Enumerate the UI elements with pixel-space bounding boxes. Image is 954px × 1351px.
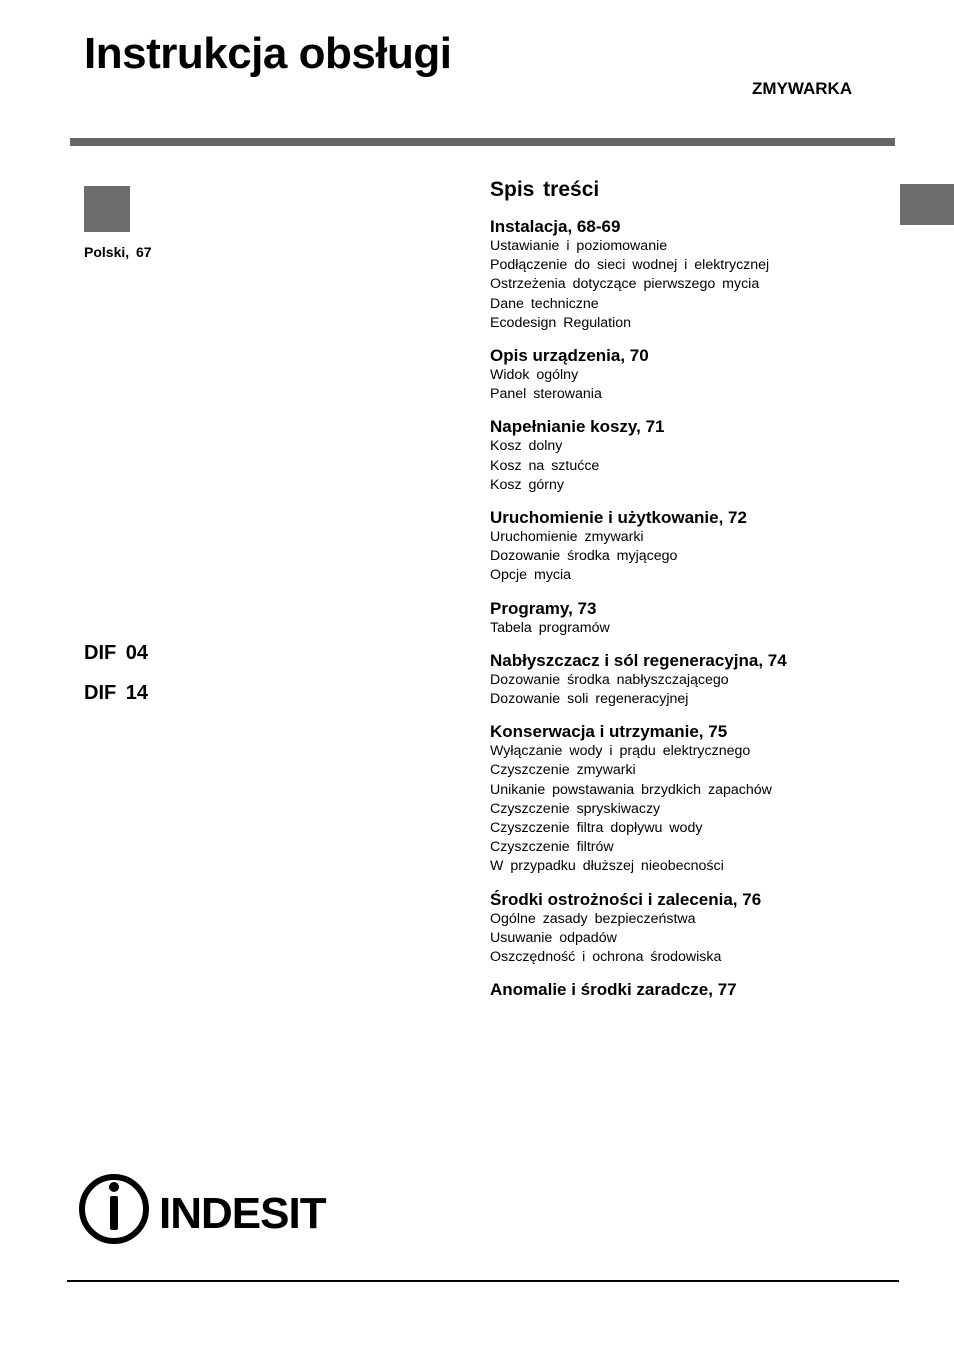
toc-section-title: Programy, 73 — [490, 598, 597, 618]
toc-section-title: Uruchomienie i użytkowanie, 72 — [490, 508, 747, 528]
toc-section — [490, 889, 910, 968]
toc-section — [490, 216, 910, 333]
toc-entry: Kosz górny — [490, 476, 564, 493]
toc-section — [490, 979, 910, 1000]
toc-entry: Czyszczenie filtra dopływu wody — [490, 820, 703, 837]
toc-entry: Ustawianie i poziomowanie — [490, 238, 668, 254]
toc-entry: Dozowanie soli regeneracyjnej — [490, 691, 689, 708]
toc-section-title: Anomalie i środki zaradcze, 77 — [490, 980, 737, 1000]
toc-section-title: Konserwacja i utrzymanie, 75 — [490, 722, 728, 742]
model-name: DIF 04 — [84, 642, 149, 664]
toc-entry: Opcje mycia — [490, 567, 572, 584]
page-title: Instrukcja obsługi — [84, 29, 452, 78]
toc-section-title: Opis urządzenia, 70 — [490, 346, 649, 366]
toc-section-title: Nabłyszczacz i sól regeneracyjna, 74 — [490, 650, 787, 670]
toc-entry: W przypadku dłuższej nieobecności — [490, 858, 724, 875]
toc-section-title: Napełnianie koszy, 71 — [490, 417, 665, 437]
header-divider — [70, 138, 895, 146]
toc-section — [490, 721, 910, 876]
toc-entry: Ostrzeżenia dotyczące pierwszego mycia — [490, 276, 760, 293]
toc-entry: Kosz dolny — [490, 438, 563, 455]
toc-section-title: Instalacja, 68-69 — [490, 217, 621, 236]
toc-section — [490, 598, 910, 638]
toc-entry: Ecodesign Regulation — [490, 314, 632, 331]
toc-entry: Widok ogólny — [490, 367, 579, 384]
toc-section — [490, 650, 910, 709]
toc-entry: Wyłączanie wody i prądu elektrycznego — [490, 743, 751, 760]
table-of-contents — [490, 178, 910, 1012]
toc-section — [490, 345, 910, 404]
indesit-logo-wordmark: INDESIT — [159, 1189, 326, 1238]
product-category: ZMYWARKA — [752, 79, 853, 98]
toc-entry: Ogólne zasady bezpieczeństwa — [490, 910, 696, 927]
model-name: DIF 14 — [84, 682, 149, 704]
toc-entry: Oszczędność i ochrona środowiska — [490, 949, 722, 966]
toc-section-title: Środki ostrożności i zalecenia, 76 — [490, 889, 762, 909]
toc-entry: Tabela programów — [490, 619, 610, 636]
toc-entry: Kosz na sztućce — [490, 457, 600, 474]
toc-entry: Dane techniczne — [490, 295, 599, 312]
toc-title: Spis treści — [490, 178, 600, 201]
indesit-logo-mark — [82, 1177, 146, 1241]
indesit-logo — [76, 1170, 348, 1248]
toc-entry: Unikanie powstawania brzydkich zapachów — [490, 781, 772, 798]
toc-entry: Czyszczenie spryskiwaczy — [490, 800, 661, 817]
toc-entry: Panel sterowania — [490, 386, 602, 403]
toc-section — [490, 416, 910, 495]
toc-entry: Usuwanie odpadów — [490, 929, 617, 946]
toc-entry: Dozowanie środka myjącego — [490, 548, 678, 565]
toc-entry: Czyszczenie zmywarki — [490, 762, 636, 779]
footer-divider — [67, 1280, 899, 1282]
toc-entry: Uruchomienie zmywarki — [490, 529, 644, 546]
toc-entry: Podłączenie do sieci wodnej i elektrycznej — [490, 257, 770, 274]
toc-sections — [490, 216, 910, 1000]
toc-entry: Dozowanie środka nabłyszczającego — [490, 671, 729, 688]
language-label: Polski, 67 — [84, 244, 152, 260]
language-marker — [84, 186, 130, 232]
toc-section — [490, 507, 910, 586]
toc-entry: Czyszczenie filtrów — [490, 839, 614, 856]
